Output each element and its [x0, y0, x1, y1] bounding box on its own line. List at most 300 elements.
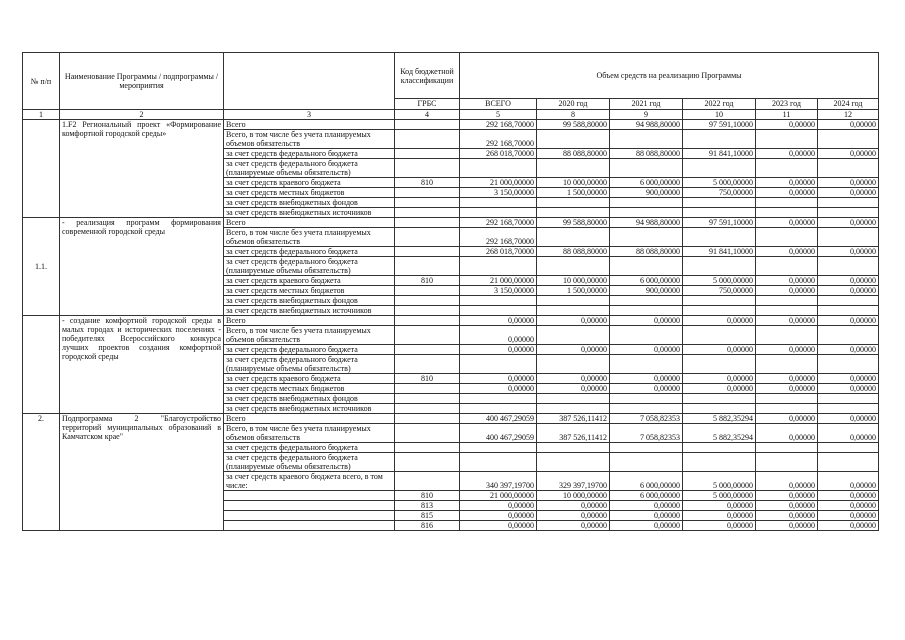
budget-document: [22, 52, 878, 531]
amount-year: 6 000,00000: [610, 472, 683, 491]
funding-source: за счет средств федерального бюджета (планируемые объемы обязательств): [224, 355, 395, 374]
grbs-code: 810: [395, 374, 460, 384]
funding-source: за счет средств федерального бюджета: [224, 443, 395, 453]
amount-year: [818, 306, 879, 316]
funding-source: за счет средств краевого бюджета: [224, 276, 395, 286]
amount-year: [537, 453, 610, 472]
funding-source: за счет средств внебюджетных источников: [224, 306, 395, 316]
amount-year: 0,00000: [610, 374, 683, 384]
amount-year: 94 988,80000: [610, 218, 683, 228]
amount-year: 5 000,00000: [683, 276, 756, 286]
funding-source: за счет средств краевого бюджета: [224, 178, 395, 188]
table-body: [23, 120, 879, 531]
funding-source: за счет средств федерального бюджета: [224, 247, 395, 257]
grbs-code: 813: [395, 501, 460, 511]
amount-year: [818, 404, 879, 414]
grbs-code: [395, 316, 460, 326]
amount-year: [537, 394, 610, 404]
amount-year: 0,00000: [818, 316, 879, 326]
amount-year: 0,00000: [756, 276, 818, 286]
row-number: [23, 120, 60, 218]
amount-year: 0,00000: [610, 501, 683, 511]
amount-total: [460, 198, 537, 208]
amount-year: 0,00000: [537, 316, 610, 326]
row-number: 2.: [23, 414, 60, 531]
amount-year: 0,00000: [537, 521, 610, 531]
header-volume: Объем средств на реализацию Программы: [460, 53, 879, 99]
amount-year: 0,00000: [756, 472, 818, 491]
amount-year: [610, 443, 683, 453]
amount-year: [818, 130, 879, 149]
grbs-code: [395, 355, 460, 374]
funding-source: Всего, в том числе без учета планируемых объемов обязательств: [224, 130, 395, 149]
amount-total: [460, 257, 537, 276]
header-number: № п/п: [23, 53, 60, 110]
amount-year: 0,00000: [818, 491, 879, 501]
amount-year: 88 088,80000: [610, 149, 683, 159]
funding-source: Всего, в том числе без учета планируемых объемов обязательств: [224, 326, 395, 345]
amount-year: 900,00000: [610, 188, 683, 198]
grbs-code: [395, 228, 460, 247]
funding-source: за счет средств внебюджетных фондов: [224, 198, 395, 208]
amount-total: 400 467,29059: [460, 424, 537, 443]
funding-source: Всего: [224, 120, 395, 130]
amount-year: [537, 228, 610, 247]
amount-year: 0,00000: [756, 286, 818, 296]
amount-year: [756, 130, 818, 149]
grbs-code: [395, 286, 460, 296]
amount-year: [610, 130, 683, 149]
grbs-code: [395, 218, 460, 228]
grbs-code: [395, 326, 460, 345]
grbs-code: [395, 198, 460, 208]
amount-total: [460, 159, 537, 178]
amount-year: 0,00000: [818, 472, 879, 491]
amount-year: [610, 306, 683, 316]
amount-year: 900,00000: [610, 286, 683, 296]
amount-year: 1 500,00000: [537, 286, 610, 296]
table-row: [23, 218, 879, 228]
funding-source: Всего: [224, 414, 395, 424]
amount-year: 0,00000: [610, 316, 683, 326]
amount-year: [756, 228, 818, 247]
budget-table: [22, 52, 879, 531]
funding-source: за счет средств местных бюджетов: [224, 384, 395, 394]
amount-year: 97 591,10000: [683, 120, 756, 130]
amount-year: 0,00000: [818, 286, 879, 296]
amount-total: 0,00000: [460, 511, 537, 521]
funding-source: Всего, в том числе без учета планируемых объемов обязательств: [224, 424, 395, 443]
amount-year: 5 000,00000: [683, 178, 756, 188]
amount-year: 0,00000: [756, 178, 818, 188]
grbs-code: [395, 443, 460, 453]
amount-year: [683, 208, 756, 218]
grbs-code: [395, 188, 460, 198]
amount-year: 387 526,11412: [537, 424, 610, 443]
amount-year: [756, 355, 818, 374]
amount-total: 268 018,70000: [460, 247, 537, 257]
funding-source: [224, 511, 395, 521]
amount-year: 0,00000: [756, 501, 818, 511]
header-empty: [224, 53, 395, 110]
amount-year: 0,00000: [756, 414, 818, 424]
amount-year: [610, 355, 683, 374]
column-number: 3: [224, 110, 395, 120]
column-number: 8: [537, 110, 610, 120]
amount-total: [460, 443, 537, 453]
amount-year: 6 000,00000: [610, 491, 683, 501]
table-row: [23, 316, 879, 326]
column-number: 11: [756, 110, 818, 120]
amount-year: 0,00000: [818, 424, 879, 443]
amount-year: [683, 404, 756, 414]
amount-year: 97 591,10000: [683, 218, 756, 228]
amount-year: 0,00000: [537, 501, 610, 511]
amount-year: 0,00000: [610, 511, 683, 521]
funding-source: за счет средств федерального бюджета (планируемые объемы обязательств): [224, 257, 395, 276]
column-number: 12: [818, 110, 879, 120]
grbs-code: [395, 208, 460, 218]
amount-year: [537, 326, 610, 345]
amount-year: [683, 130, 756, 149]
grbs-code: [395, 247, 460, 257]
amount-year: [756, 453, 818, 472]
amount-year: 0,00000: [756, 491, 818, 501]
amount-year: 0,00000: [756, 345, 818, 355]
amount-total: [460, 208, 537, 218]
amount-year: 0,00000: [756, 218, 818, 228]
program-name: 1.F2 Региональный проект «Формирование комфортной городской среды»: [60, 120, 224, 218]
amount-total: 0,00000: [460, 521, 537, 531]
amount-total: 292 168,70000: [460, 130, 537, 149]
amount-year: 88 088,80000: [537, 247, 610, 257]
amount-year: [537, 198, 610, 208]
funding-source: за счет средств внебюджетных фондов: [224, 296, 395, 306]
amount-year: 10 000,00000: [537, 178, 610, 188]
amount-year: 0,00000: [537, 511, 610, 521]
column-number: 1: [23, 110, 60, 120]
amount-year: [610, 208, 683, 218]
amount-year: [537, 355, 610, 374]
amount-year: [537, 208, 610, 218]
amount-year: 10 000,00000: [537, 276, 610, 286]
amount-year: [610, 257, 683, 276]
amount-total: 0,00000: [460, 374, 537, 384]
amount-year: [756, 208, 818, 218]
amount-year: 5 882,35294: [683, 414, 756, 424]
amount-year: [610, 198, 683, 208]
amount-year: [818, 208, 879, 218]
header-year: 2023 год: [756, 99, 818, 110]
funding-source: за счет средств краевого бюджета всего, в том числе:: [224, 472, 395, 491]
funding-source: за счет средств федерального бюджета: [224, 149, 395, 159]
amount-year: [756, 443, 818, 453]
amount-year: 0,00000: [818, 247, 879, 257]
amount-year: 0,00000: [756, 521, 818, 531]
funding-source: за счет средств местных бюджетов: [224, 286, 395, 296]
amount-year: 88 088,80000: [610, 247, 683, 257]
funding-source: за счет средств внебюджетных фондов: [224, 394, 395, 404]
amount-year: 750,00000: [683, 286, 756, 296]
funding-source: за счет средств местных бюджетов: [224, 188, 395, 198]
grbs-code: 810: [395, 178, 460, 188]
funding-source: за счет средств внебюджетных источников: [224, 404, 395, 414]
column-number: 2: [60, 110, 224, 120]
amount-year: 0,00000: [818, 345, 879, 355]
amount-year: 10 000,00000: [537, 491, 610, 501]
amount-year: 0,00000: [610, 345, 683, 355]
amount-year: 0,00000: [756, 188, 818, 198]
amount-year: 0,00000: [756, 247, 818, 257]
funding-source: Всего: [224, 316, 395, 326]
amount-year: 5 000,00000: [683, 491, 756, 501]
amount-year: [818, 296, 879, 306]
amount-year: [756, 198, 818, 208]
amount-year: [610, 404, 683, 414]
amount-year: [683, 306, 756, 316]
column-number: 9: [610, 110, 683, 120]
amount-year: 0,00000: [818, 218, 879, 228]
funding-source: за счет средств внебюджетных источников: [224, 208, 395, 218]
amount-year: [683, 296, 756, 306]
amount-year: [818, 257, 879, 276]
amount-total: 0,00000: [460, 326, 537, 345]
grbs-code: 815: [395, 511, 460, 521]
grbs-code: 810: [395, 276, 460, 286]
amount-year: [683, 326, 756, 345]
amount-year: 0,00000: [818, 414, 879, 424]
amount-year: 0,00000: [683, 521, 756, 531]
amount-year: [683, 198, 756, 208]
amount-year: [537, 296, 610, 306]
amount-year: 0,00000: [537, 384, 610, 394]
amount-year: 0,00000: [683, 316, 756, 326]
amount-year: 6 000,00000: [610, 276, 683, 286]
amount-total: [460, 404, 537, 414]
amount-total: 21 000,00000: [460, 491, 537, 501]
amount-year: [756, 257, 818, 276]
amount-total: 21 000,00000: [460, 178, 537, 188]
amount-year: 0,00000: [537, 345, 610, 355]
amount-year: 0,00000: [818, 384, 879, 394]
grbs-code: [395, 424, 460, 443]
funding-source: за счет средств краевого бюджета: [224, 374, 395, 384]
amount-total: 3 150,00000: [460, 188, 537, 198]
amount-year: 0,00000: [818, 511, 879, 521]
amount-year: 1 500,00000: [537, 188, 610, 198]
amount-year: 0,00000: [818, 120, 879, 130]
amount-year: [683, 443, 756, 453]
header-name: Наименование Программы / подпрограммы / мероприятия: [60, 53, 224, 110]
grbs-code: [395, 149, 460, 159]
amount-year: 0,00000: [756, 316, 818, 326]
amount-year: 0,00000: [683, 511, 756, 521]
amount-year: [683, 355, 756, 374]
amount-year: 99 588,80000: [537, 120, 610, 130]
grbs-code: [395, 453, 460, 472]
amount-year: [537, 130, 610, 149]
amount-year: 0,00000: [818, 276, 879, 286]
amount-total: 3 150,00000: [460, 286, 537, 296]
amount-year: [818, 355, 879, 374]
amount-year: 0,00000: [683, 374, 756, 384]
amount-total: [460, 306, 537, 316]
column-number: 10: [683, 110, 756, 120]
amount-total: 0,00000: [460, 345, 537, 355]
grbs-code: [395, 130, 460, 149]
amount-year: [537, 306, 610, 316]
amount-year: 91 841,10000: [683, 149, 756, 159]
amount-year: 0,00000: [818, 501, 879, 511]
amount-year: 7 058,82353: [610, 414, 683, 424]
program-name: - создание комфортной городской среды в малых городах и исторических поселениях - победителях Всероссийского конкурса лучших проектов создания комфортной городской среды: [60, 316, 224, 414]
amount-year: [610, 296, 683, 306]
amount-year: 0,00000: [756, 424, 818, 443]
amount-year: [537, 257, 610, 276]
funding-source: [224, 491, 395, 501]
amount-year: 5 000,00000: [683, 472, 756, 491]
amount-year: [818, 159, 879, 178]
program-name: - реализация программ формирования современной городской среды: [60, 218, 224, 316]
grbs-code: [395, 414, 460, 424]
amount-total: 0,00000: [460, 501, 537, 511]
amount-year: [756, 159, 818, 178]
funding-source: за счет средств федерального бюджета (планируемые объемы обязательств): [224, 159, 395, 178]
grbs-code: [395, 384, 460, 394]
amount-year: 91 841,10000: [683, 247, 756, 257]
amount-total: 268 018,70000: [460, 149, 537, 159]
grbs-code: [395, 296, 460, 306]
grbs-code: [395, 345, 460, 355]
amount-total: 292 168,70000: [460, 228, 537, 247]
grbs-code: 816: [395, 521, 460, 531]
funding-source: Всего, в том числе без учета планируемых объемов обязательств: [224, 228, 395, 247]
grbs-code: [395, 404, 460, 414]
amount-year: 387 526,11412: [537, 414, 610, 424]
amount-year: 0,00000: [818, 521, 879, 531]
amount-year: 88 088,80000: [537, 149, 610, 159]
amount-total: 0,00000: [460, 316, 537, 326]
amount-year: [756, 404, 818, 414]
amount-year: [818, 228, 879, 247]
amount-year: 94 988,80000: [610, 120, 683, 130]
grbs-code: [395, 120, 460, 130]
amount-year: 0,00000: [818, 374, 879, 384]
amount-year: [756, 326, 818, 345]
header-year: 2024 год: [818, 99, 879, 110]
funding-source: [224, 521, 395, 531]
funding-source: [224, 501, 395, 511]
amount-year: [756, 296, 818, 306]
amount-total: 0,00000: [460, 384, 537, 394]
amount-total: 292 168,70000: [460, 120, 537, 130]
amount-total: 21 000,00000: [460, 276, 537, 286]
funding-source: Всего: [224, 218, 395, 228]
amount-year: 0,00000: [756, 149, 818, 159]
amount-year: 6 000,00000: [610, 178, 683, 188]
grbs-code: [395, 257, 460, 276]
amount-year: [537, 443, 610, 453]
amount-total: [460, 453, 537, 472]
amount-year: [610, 326, 683, 345]
grbs-code: [395, 159, 460, 178]
amount-year: [537, 159, 610, 178]
grbs-code: [395, 394, 460, 404]
amount-year: 0,00000: [818, 149, 879, 159]
amount-year: 0,00000: [537, 374, 610, 384]
amount-year: [756, 394, 818, 404]
amount-year: 5 882,35294: [683, 424, 756, 443]
amount-total: 340 397,19700: [460, 472, 537, 491]
amount-year: [818, 394, 879, 404]
amount-year: [818, 443, 879, 453]
header-year: 2020 год: [537, 99, 610, 110]
amount-year: [610, 228, 683, 247]
amount-year: [683, 394, 756, 404]
amount-year: [818, 453, 879, 472]
amount-year: 750,00000: [683, 188, 756, 198]
amount-total: [460, 394, 537, 404]
amount-total: 400 467,29059: [460, 414, 537, 424]
amount-year: 0,00000: [610, 521, 683, 531]
amount-year: 0,00000: [818, 188, 879, 198]
amount-year: [683, 257, 756, 276]
amount-year: [610, 394, 683, 404]
amount-total: [460, 355, 537, 374]
amount-year: 0,00000: [756, 120, 818, 130]
header-year: 2021 год: [610, 99, 683, 110]
amount-year: [683, 159, 756, 178]
header-grbs: ГРБС: [395, 99, 460, 110]
amount-year: 0,00000: [683, 345, 756, 355]
amount-total: [460, 296, 537, 306]
program-name: Подпрограмма 2 "Благоустройство территорий муниципальных образований в Камчатском крае": [60, 414, 224, 531]
table-row: [23, 414, 879, 424]
amount-year: 0,00000: [683, 501, 756, 511]
amount-year: [610, 159, 683, 178]
amount-year: 329 397,19700: [537, 472, 610, 491]
grbs-code: [395, 306, 460, 316]
amount-year: 7 058,82353: [610, 424, 683, 443]
amount-year: 0,00000: [818, 178, 879, 188]
amount-year: [537, 404, 610, 414]
amount-year: [683, 453, 756, 472]
amount-year: [818, 326, 879, 345]
funding-source: за счет средств федерального бюджета: [224, 345, 395, 355]
table-row: [23, 120, 879, 130]
amount-year: [756, 306, 818, 316]
amount-year: 0,00000: [756, 511, 818, 521]
amount-year: [683, 228, 756, 247]
column-number: 4: [395, 110, 460, 120]
grbs-code: [395, 472, 460, 491]
header-code: Код бюджетной классификации: [395, 53, 460, 99]
header-total: ВСЕГО: [460, 99, 537, 110]
amount-year: 0,00000: [756, 374, 818, 384]
amount-year: 99 588,80000: [537, 218, 610, 228]
row-number: [23, 316, 60, 414]
amount-year: [818, 198, 879, 208]
amount-year: 0,00000: [610, 384, 683, 394]
header-year: 2022 год: [683, 99, 756, 110]
amount-year: [610, 453, 683, 472]
amount-total: 292 168,70000: [460, 218, 537, 228]
amount-year: 0,00000: [756, 384, 818, 394]
amount-year: 0,00000: [683, 384, 756, 394]
column-number: 5: [460, 110, 537, 120]
funding-source: за счет средств федерального бюджета (планируемые объемы обязательств): [224, 453, 395, 472]
row-number: 1.1.: [23, 218, 60, 316]
